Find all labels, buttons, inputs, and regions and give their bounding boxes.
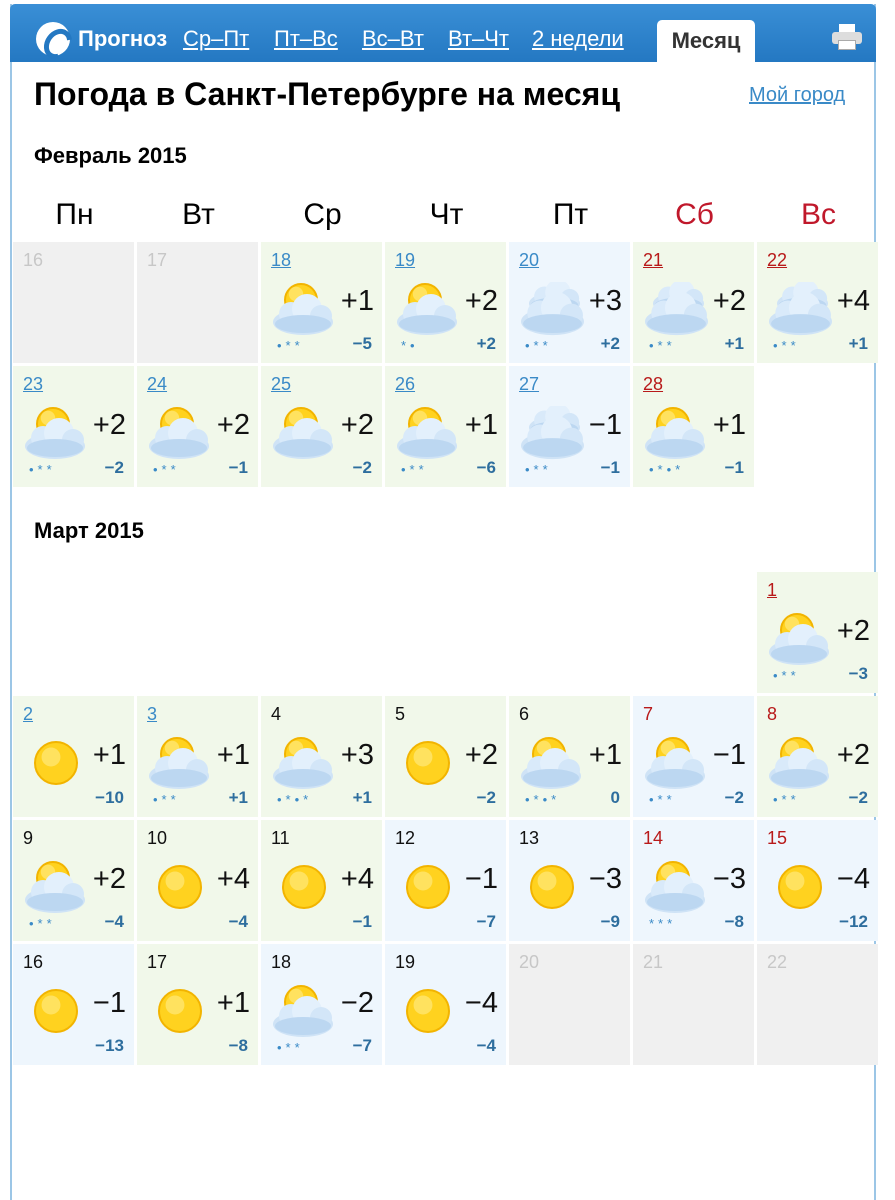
day-temperature: +1 <box>92 739 126 771</box>
day-cell <box>137 242 258 363</box>
day-cell[interactable] <box>757 242 878 363</box>
sun-icon <box>767 860 833 914</box>
top-navigation-bar <box>10 4 876 62</box>
cloudy-icon <box>519 282 585 336</box>
day-cell[interactable] <box>633 696 754 817</box>
day-number: 8 <box>767 704 778 724</box>
day-number: 4 <box>271 704 282 724</box>
day-cell[interactable] <box>633 820 754 941</box>
night-temperature: −1 <box>724 458 744 477</box>
precipitation-icon: •** <box>649 792 676 807</box>
day-number: 12 <box>395 828 416 848</box>
day-number: 22 <box>767 952 788 972</box>
night-temperature: −6 <box>476 458 496 477</box>
night-temperature: −7 <box>352 1036 372 1055</box>
day-number[interactable]: 26 <box>395 374 416 394</box>
day-temperature: +4 <box>216 863 250 895</box>
partly-cloudy-icon <box>767 612 833 666</box>
day-temperature: +2 <box>340 409 374 441</box>
night-temperature: +2 <box>600 334 620 353</box>
day-cell[interactable] <box>13 820 134 941</box>
day-number: 10 <box>147 828 168 848</box>
precipitation-icon: *• <box>401 338 419 353</box>
night-temperature: −2 <box>104 458 124 477</box>
partly-cloudy-icon <box>147 736 213 790</box>
nav-link-fri-sun[interactable]: Пт–Вс <box>274 26 338 51</box>
partly-cloudy-icon <box>395 406 461 460</box>
day-cell[interactable] <box>757 696 878 817</box>
night-temperature: +1 <box>228 788 248 807</box>
day-cell[interactable] <box>757 820 878 941</box>
day-cell <box>757 944 878 1065</box>
day-number[interactable]: 2 <box>23 704 34 724</box>
weekday-header: Вт <box>182 198 215 231</box>
partly-cloudy-icon <box>395 282 461 336</box>
night-temperature: −2 <box>476 788 496 807</box>
day-cell[interactable] <box>261 820 382 941</box>
day-number: 14 <box>643 828 664 848</box>
cloudy-icon <box>643 282 709 336</box>
day-cell[interactable] <box>385 242 506 363</box>
weekday-header: Сб <box>675 198 714 231</box>
weekday-header: Пн <box>55 198 94 231</box>
night-temperature: −3 <box>848 664 868 683</box>
precipitation-icon: •*•* <box>525 792 561 807</box>
day-temperature: +1 <box>216 987 250 1019</box>
day-cell[interactable] <box>757 572 878 693</box>
day-temperature: +1 <box>464 409 498 441</box>
day-number: 20 <box>519 952 540 972</box>
day-temperature: −1 <box>712 739 746 771</box>
day-temperature: −4 <box>464 987 498 1019</box>
night-temperature: +1 <box>724 334 744 353</box>
precipitation-icon: •** <box>153 792 180 807</box>
nav-link-2-weeks[interactable]: 2 недели <box>532 26 624 51</box>
partly-cloudy-icon <box>271 282 337 336</box>
day-number: 17 <box>147 952 168 972</box>
day-cell <box>13 242 134 363</box>
sun-icon <box>23 736 89 790</box>
day-cell[interactable] <box>13 696 134 817</box>
weekday-header: Пт <box>552 198 589 231</box>
day-cell[interactable] <box>509 820 630 941</box>
precipitation-icon: •** <box>773 792 800 807</box>
night-temperature: −1 <box>352 912 372 931</box>
partly-cloudy-icon <box>643 736 709 790</box>
day-temperature: +2 <box>712 285 746 317</box>
precipitation-icon: •*•* <box>277 792 313 807</box>
day-temperature: +3 <box>340 739 374 771</box>
day-number: 16 <box>23 250 44 270</box>
day-temperature: +2 <box>836 615 870 647</box>
night-temperature: −7 <box>476 912 496 931</box>
month-title: Февраль 2015 <box>34 143 187 168</box>
sun-icon <box>395 736 461 790</box>
partly-cloudy-icon <box>147 406 213 460</box>
day-number[interactable]: 25 <box>271 374 292 394</box>
day-cell[interactable] <box>385 944 506 1065</box>
my-city-link[interactable]: Мой город <box>749 84 846 106</box>
day-cell[interactable] <box>261 366 382 487</box>
sun-icon <box>23 984 89 1038</box>
day-temperature: −3 <box>712 863 746 895</box>
night-temperature: −8 <box>228 1036 248 1055</box>
day-cell[interactable] <box>633 366 754 487</box>
partly-cloudy-icon <box>767 736 833 790</box>
day-number[interactable]: 24 <box>147 374 168 394</box>
day-cell[interactable] <box>385 820 506 941</box>
day-temperature: −4 <box>836 863 870 895</box>
day-temperature: +1 <box>340 285 374 317</box>
night-temperature: +2 <box>476 334 496 353</box>
nav-link-wed-fri[interactable]: Ср–Пт <box>183 26 250 51</box>
sun-icon <box>271 860 337 914</box>
night-temperature: −5 <box>352 334 372 353</box>
day-temperature: −1 <box>92 987 126 1019</box>
precipitation-icon: •** <box>649 338 676 353</box>
day-cell[interactable] <box>13 366 134 487</box>
night-temperature: −10 <box>95 788 124 807</box>
sun-icon <box>395 860 461 914</box>
night-temperature: −1 <box>228 458 248 477</box>
night-temperature: −1 <box>600 458 620 477</box>
day-number: 5 <box>395 704 406 724</box>
precipitation-icon: •** <box>277 1040 304 1055</box>
partly-cloudy-icon <box>643 860 709 914</box>
tab-month[interactable]: Месяц <box>657 20 755 66</box>
weekday-header: Ср <box>303 198 342 231</box>
day-temperature: +2 <box>216 409 250 441</box>
night-temperature: −2 <box>352 458 372 477</box>
logo-icon[interactable] <box>36 22 70 56</box>
night-temperature: −8 <box>724 912 744 931</box>
day-temperature: +4 <box>340 863 374 895</box>
day-number: 6 <box>519 704 530 724</box>
sun-icon <box>147 860 213 914</box>
precipitation-icon: •** <box>525 338 552 353</box>
day-cell[interactable] <box>261 242 382 363</box>
night-temperature: −13 <box>95 1036 124 1055</box>
partly-cloudy-icon <box>271 984 337 1038</box>
night-temperature: −2 <box>724 788 744 807</box>
night-temperature: −4 <box>228 912 248 931</box>
day-temperature: +2 <box>464 739 498 771</box>
nav-link-sun-tue[interactable]: Вс–Вт <box>362 26 424 51</box>
day-cell[interactable] <box>137 820 258 941</box>
night-temperature: +1 <box>848 334 868 353</box>
night-temperature: −2 <box>848 788 868 807</box>
day-cell[interactable] <box>137 366 258 487</box>
precipitation-icon: •** <box>773 338 800 353</box>
day-temperature: +2 <box>464 285 498 317</box>
precipitation-icon: •** <box>525 462 552 477</box>
day-temperature: +2 <box>836 739 870 771</box>
day-number: 11 <box>271 828 290 848</box>
day-number[interactable]: 19 <box>395 250 416 270</box>
night-temperature: +1 <box>352 788 372 807</box>
day-temperature: −1 <box>588 409 622 441</box>
cloudy-icon <box>519 406 585 460</box>
day-cell[interactable] <box>509 366 630 487</box>
partly-cloudy-icon <box>271 406 337 460</box>
day-number[interactable]: 3 <box>147 704 158 724</box>
day-number[interactable]: 22 <box>767 250 788 270</box>
day-number[interactable]: 23 <box>23 374 44 394</box>
day-temperature: +1 <box>588 739 622 771</box>
day-temperature: +1 <box>712 409 746 441</box>
night-temperature: −9 <box>600 912 620 931</box>
day-cell[interactable] <box>385 366 506 487</box>
precipitation-icon: •** <box>29 462 56 477</box>
day-number: 17 <box>147 250 168 270</box>
day-cell[interactable] <box>137 944 258 1065</box>
day-number[interactable]: 21 <box>643 250 664 270</box>
page-title: Погода в Санкт-Петербурге на месяц <box>34 76 620 112</box>
night-temperature: 0 <box>610 788 620 807</box>
precipitation-icon: •*•* <box>649 462 685 477</box>
precipitation-icon: •** <box>277 338 304 353</box>
day-cell <box>509 944 630 1065</box>
day-temperature: −1 <box>464 863 498 895</box>
precipitation-icon: •** <box>153 462 180 477</box>
print-icon[interactable] <box>832 24 862 50</box>
day-cell[interactable] <box>385 696 506 817</box>
day-number: 16 <box>23 952 44 972</box>
day-number: 18 <box>271 952 292 972</box>
cloudy-icon <box>767 282 833 336</box>
day-number[interactable]: 20 <box>519 250 540 270</box>
day-temperature: +2 <box>92 409 126 441</box>
day-number: 19 <box>395 952 416 972</box>
night-temperature: −4 <box>476 1036 496 1055</box>
day-temperature: +4 <box>836 285 870 317</box>
partly-cloudy-icon <box>271 736 337 790</box>
night-temperature: −12 <box>839 912 868 931</box>
day-number[interactable]: 18 <box>271 250 292 270</box>
nav-link-tue-thu[interactable]: Вт–Чт <box>448 26 509 51</box>
month-title: Март 2015 <box>34 518 144 543</box>
day-temperature: +1 <box>216 739 250 771</box>
weekday-header: Вс <box>800 198 836 231</box>
partly-cloudy-icon <box>23 860 89 914</box>
day-temperature: −3 <box>588 863 622 895</box>
partly-cloudy-icon <box>519 736 585 790</box>
day-cell[interactable] <box>261 696 382 817</box>
sun-icon <box>395 984 461 1038</box>
day-cell[interactable] <box>633 242 754 363</box>
day-temperature: −2 <box>340 987 374 1019</box>
day-number: 7 <box>643 704 654 724</box>
day-temperature: +3 <box>588 285 622 317</box>
day-number: 13 <box>519 828 540 848</box>
partly-cloudy-icon <box>643 406 709 460</box>
day-cell[interactable] <box>13 944 134 1065</box>
day-number: 15 <box>767 828 788 848</box>
day-cell[interactable] <box>137 696 258 817</box>
sun-icon <box>147 984 213 1038</box>
day-temperature: +2 <box>92 863 126 895</box>
precipitation-icon: •** <box>773 668 800 683</box>
day-cell[interactable] <box>261 944 382 1065</box>
brand-link[interactable]: Прогноз <box>78 26 168 51</box>
day-number[interactable]: 27 <box>519 374 540 394</box>
day-number: 9 <box>23 828 34 848</box>
day-number[interactable]: 28 <box>643 374 664 394</box>
day-cell[interactable] <box>509 696 630 817</box>
precipitation-icon: •** <box>29 916 56 931</box>
day-cell <box>633 944 754 1065</box>
weekday-header: Чт <box>429 198 464 231</box>
day-number[interactable]: 1 <box>767 580 778 600</box>
night-temperature: −4 <box>104 912 124 931</box>
day-cell[interactable] <box>509 242 630 363</box>
precipitation-icon: *** <box>649 916 677 931</box>
partly-cloudy-icon <box>23 406 89 460</box>
sun-icon <box>519 860 585 914</box>
precipitation-icon: •** <box>401 462 428 477</box>
day-number: 21 <box>643 952 664 972</box>
